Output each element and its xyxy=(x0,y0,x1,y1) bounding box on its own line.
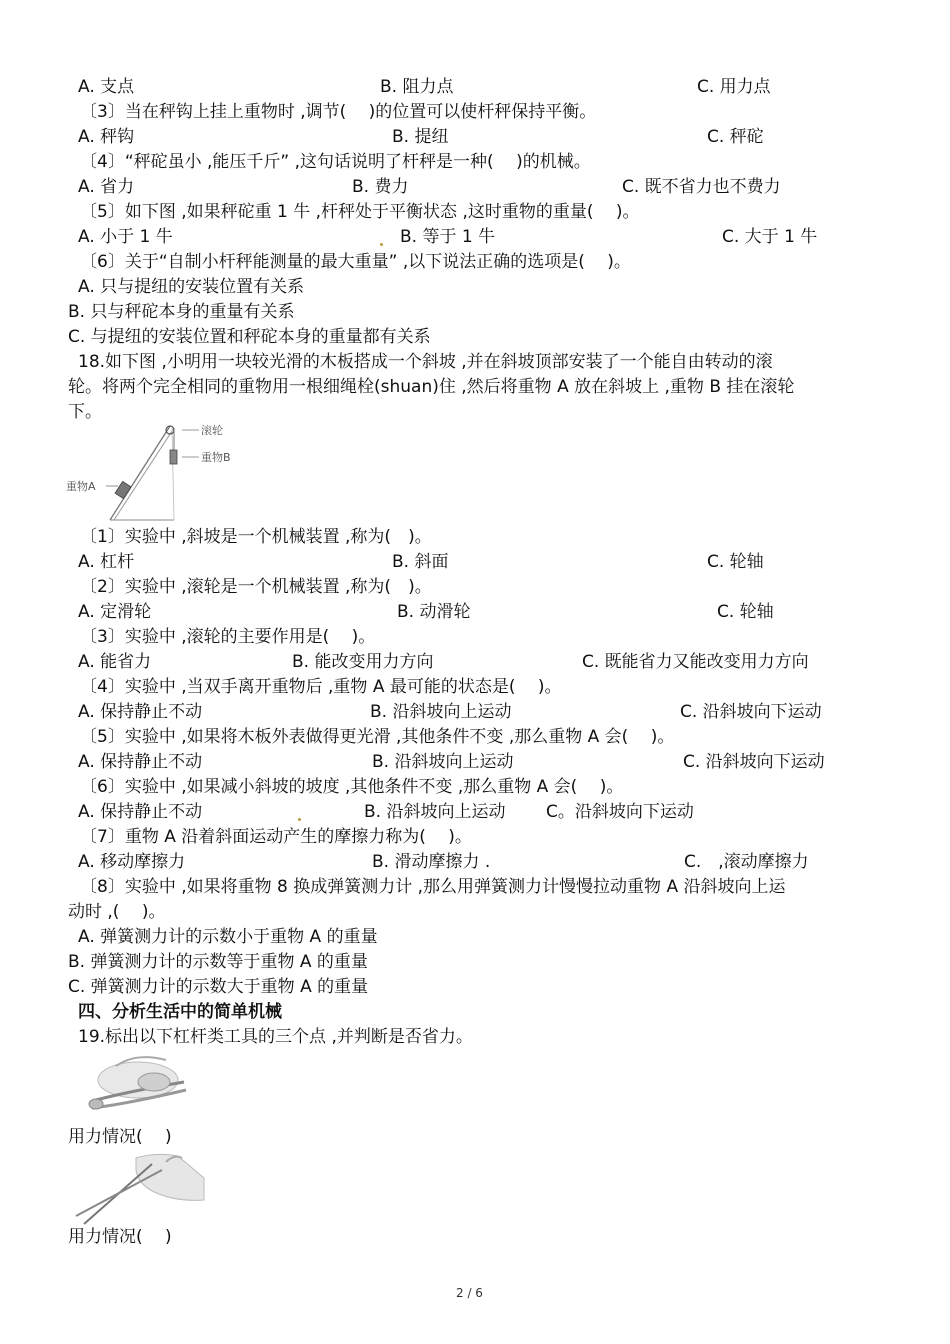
option-c: C. 轮轴 xyxy=(717,602,774,622)
scan-dot xyxy=(298,818,301,821)
option-c: C. 既不省力也不费力 xyxy=(622,177,781,197)
option-b: B. 斜面 xyxy=(392,552,449,572)
question: 〔5〕如下图 ,如果秤砣重 1 牛 ,杆秤处于平衡状态 ,这时重物的重量( )。 xyxy=(80,202,640,222)
question: 〔4〕实验中 ,当双手离开重物后 ,重物 A 最可能的状态是( )。 xyxy=(80,677,562,697)
question: 〔8〕实验中 ,如果将重物 8 换成弹簧测力计 ,那么用弹簧测力计慢慢拉动重物 A 沿斜坡向上运 xyxy=(80,877,786,897)
weight-b-label: 重物B xyxy=(201,451,231,464)
option-b: B. 能改变用力方向 xyxy=(292,652,434,672)
option-c: C。沿斜坡向下运动 xyxy=(546,802,694,822)
option-a: A. 小于 1 牛 xyxy=(78,227,173,247)
option-b: B. 动滑轮 xyxy=(397,602,471,622)
option-b: B. 阻力点 xyxy=(380,77,454,97)
option-a: A. 省力 xyxy=(78,177,135,197)
scan-dot xyxy=(380,243,383,246)
option-a: A. 能省力 xyxy=(78,652,152,672)
option-c: C. 大于 1 牛 xyxy=(722,227,818,247)
option-a: A. 支点 xyxy=(78,77,135,97)
pulley-label: 滚轮 xyxy=(201,424,223,437)
option-a: A. 杠杆 xyxy=(78,552,135,572)
question: 〔3〕当在秤钩上挂上重物时 ,调节( )的位置可以使杆秤保持平衡。 xyxy=(80,102,597,122)
force-situation-label: 用力情况( ) xyxy=(68,1127,172,1147)
paragraph-line: 轮。将两个完全相同的重物用一根细绳栓(shuan)住 ,然后将重物 A 放在斜坡上 ,重物 B 挂在滚轮 xyxy=(68,377,795,397)
option-c: C. 沿斜坡向下运动 xyxy=(683,752,825,772)
statement: B. 只与秤砣本身的重量有关系 xyxy=(68,302,295,322)
option-b: B. 沿斜坡向上运动 xyxy=(364,802,506,822)
statement: C. 弹簧测力计的示数大于重物 A 的重量 xyxy=(68,977,369,997)
option-a: A. 定滑轮 xyxy=(78,602,152,622)
question: 19.标出以下杠杆类工具的三个点 ,并判断是否省力。 xyxy=(78,1027,473,1047)
incline-figure xyxy=(66,420,246,526)
page-number: 2 / 6 xyxy=(456,1286,483,1300)
option-a: A. 保持静止不动 xyxy=(78,702,203,722)
question: 〔5〕实验中 ,如果将木板外表做得更光滑 ,其他条件不变 ,那么重物 A 会( )。 xyxy=(80,727,675,747)
paragraph-line: 动时 ,( )。 xyxy=(68,902,166,922)
question: 〔1〕实验中 ,斜坡是一个机械装置 ,称为( )。 xyxy=(80,527,432,547)
option-b: B. 费力 xyxy=(352,177,409,197)
question: 〔6〕关于“自制小杆秤能测量的最大重量” ,以下说法正确的选项是( )。 xyxy=(80,252,631,272)
option-a: A. 移动摩擦力 xyxy=(78,852,186,872)
option-c: C. 秤砣 xyxy=(707,127,764,147)
option-b: B. 等于 1 牛 xyxy=(400,227,496,247)
statement: A. 弹簧测力计的示数小于重物 A 的重量 xyxy=(78,927,378,947)
option-b: B. 沿斜坡向上运动 xyxy=(372,752,514,772)
chopsticks-figure xyxy=(66,1148,208,1228)
option-b: B. 滑动摩擦力 . xyxy=(372,852,491,872)
option-a: A. 保持静止不动 xyxy=(78,752,203,772)
question: 〔2〕实验中 ,滚轮是一个机械装置 ,称为( )。 xyxy=(80,577,432,597)
nutcracker-figure xyxy=(66,1052,196,1122)
option-a: A. 秤钩 xyxy=(78,127,135,147)
statement: C. 与提纽的安装位置和秤砣本身的重量都有关系 xyxy=(68,327,431,347)
section-heading: 四、分析生活中的简单机械 xyxy=(78,1002,282,1022)
question: 〔6〕实验中 ,如果减小斜坡的坡度 ,其他条件不变 ,那么重物 A 会( )。 xyxy=(80,777,624,797)
weight-a-label: 重物A xyxy=(66,480,96,493)
statement: A. 只与提纽的安装位置有关系 xyxy=(78,277,305,297)
question: 〔7〕重物 A 沿着斜面运动产生的摩擦力称为( )。 xyxy=(80,827,472,847)
question: 〔4〕“秤砣虽小 ,能压千斤” ,这句话说明了杆秤是一种( )的机械。 xyxy=(80,152,591,172)
option-b: B. 提纽 xyxy=(392,127,449,147)
paragraph-line: 下。 xyxy=(68,402,102,422)
option-b: B. 沿斜坡向上运动 xyxy=(370,702,512,722)
question: 〔3〕实验中 ,滚轮的主要作用是( )。 xyxy=(80,627,376,647)
option-c: C. 既能省力又能改变用力方向 xyxy=(582,652,809,672)
option-c: C. ,滚动摩擦力 xyxy=(684,852,809,872)
statement: B. 弹簧测力计的示数等于重物 A 的重量 xyxy=(68,952,368,972)
option-c: C. 用力点 xyxy=(697,77,771,97)
question: 18.如下图 ,小明用一块较光滑的木板搭成一个斜坡 ,并在斜坡顶部安装了一个能自由转动的滚 xyxy=(78,352,773,372)
option-a: A. 保持静止不动 xyxy=(78,802,203,822)
option-c: C. 沿斜坡向下运动 xyxy=(680,702,822,722)
option-c: C. 轮轴 xyxy=(707,552,764,572)
force-situation-label: 用力情况( ) xyxy=(68,1227,172,1247)
